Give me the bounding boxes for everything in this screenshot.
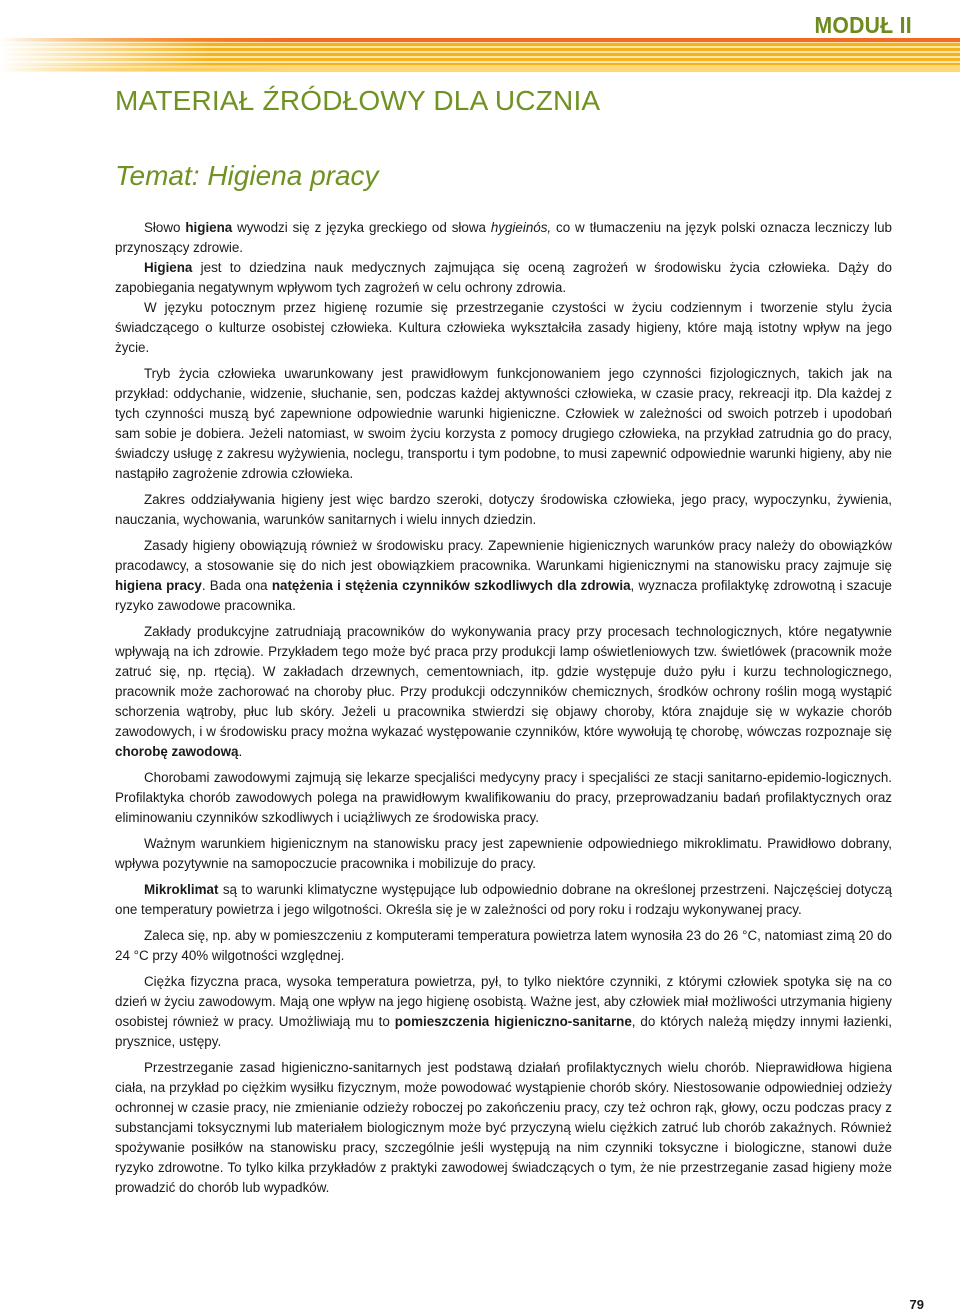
text-run: . Bada ona bbox=[201, 578, 272, 593]
text-run: jest to dziedzina nauk medycznych zajmująca się oceną zagrożeń w środowisku życia człowieka. Dąży do zapobiegania negatywnym wpływom tych zagrożeń w celu ochrony zdrowia. bbox=[115, 260, 892, 295]
text-run: Słowo bbox=[144, 220, 186, 235]
text-run: Chorobami zawodowymi zajmują się lekarze specjaliści medycyny pracy i specjaliści ze stacji sanitarno-epidemio-logicznych. Profilaktyka chorób zawodowych polega na prawidłowym kwalifikowaniu do pracy, przeprowadzaniu badań profilaktycznych oraz eliminowaniu czynników szkodliwych i uciążliwych ze środowiska pracy. bbox=[115, 770, 892, 825]
paragraph bbox=[115, 536, 892, 616]
topic-title: Temat: Higiena pracy bbox=[115, 160, 379, 191]
text-run: Przestrzeganie zasad higieniczno-sanitarnych jest podstawą działań profilaktycznych wielu chorób. Nieprawidłowa higiena ciała, na przykład po ciężkim wysiłku fizycznym, może powodować wystąpienie chorób skóry. Niestosowanie odpowiedniej odzieży ochronnej w czasie pracy, nie zmienianie odzieży roboczej po zakończeniu pracy, czy też ochron rąk, głowy, oczu podczas pracy z substancjami toksycznymi lub materiałem biologicznym może być przyczyną wielu ciężkich zatruć lub chorób zakaźnych. Również spożywanie posiłków na stanowisku pracy, szczególnie jeśli występują na nim czynniki toksyczne i biologiczne, stanowi duże ryzyko zdrowotne. To tylko kilka przykładów z praktyki zawodowej świadczących o tym, że nie przestrzeganie zasad higieny może prowadzić do chorób lub wypadków. bbox=[115, 1060, 892, 1195]
text-run: Zakłady produkcyjne zatrudniają pracowników do wykonywania pracy przy procesach technologicznych, które negatywnie wpływają na ich zdrowie. Przykładem tego może być praca przy produkcji lamp oświetleniowych tzw. świetlówek (pracownik może zatruć się, np. rtęcią). W zakładach drzewnych, cementowniach, itp. gdzie występuje dużo pyłu i kurzu technologicznego, pracownik może zachorować na choroby płuc. Przy produkcji odczynników chemicznych, środków ochrony roślin mogą wystąpić schorzenia wątroby, płuc lub skóry. Jeżeli u pracownika stwierdzi się objawy choroby, która znajduje się w wykazie chorób zawodowych, i w środowisku pracy można wykazać występowanie czynników, które wywołują tę chorobę, wówczas rozpoznaje się bbox=[115, 624, 892, 739]
paragraph bbox=[115, 926, 892, 966]
bold-term: higiena bbox=[185, 220, 233, 235]
paragraph bbox=[115, 768, 892, 828]
page-title: MATERIAŁ ŹRÓDŁOWY DLA UCZNIA bbox=[115, 85, 601, 116]
paragraph bbox=[115, 218, 892, 258]
text-run: Zasady higieny obowiązują również w środowisku pracy. Zapewnienie higienicznych warunków pracy należy do obowiązków pracodawcy, a stosowanie się do nich jest obowiązkiem pracownika. Warunkami higienicznymi na stanowisku pracy zajmuje się bbox=[115, 538, 892, 573]
text-run: Zaleca się, np. aby w pomieszczeniu z komputerami temperatura powietrza latem wynosiła 23 do 26 °C, natomiast zimą 20 do 24 °C przy 40% wilgotności względnej. bbox=[115, 928, 892, 963]
bold-term: natężenia i stężenia czynników szkodliwych dla zdrowia bbox=[271, 578, 631, 593]
paragraph bbox=[115, 1058, 892, 1198]
text-run: co w tłumaczeniu na język polski oznacza leczniczy lub przynoszący zdrowie. bbox=[115, 220, 893, 255]
bold-term: chorobę zawodową bbox=[115, 744, 239, 759]
text-run: , do których należą między innymi łazienki, prysznice, ustępy. bbox=[115, 1014, 892, 1049]
paragraph bbox=[115, 490, 892, 530]
bold-term: pomieszczenia higieniczno-sanitarne bbox=[394, 1014, 632, 1029]
text-run: . bbox=[238, 744, 243, 759]
bold-term: higiena pracy bbox=[115, 578, 202, 593]
paragraph bbox=[115, 834, 892, 874]
text-run: są to warunki klimatyczne występujące lub odpowiednio dobrane na określonej przestrzeni. Najczęściej dotyczą one temperatury powietrza i jego wilgotności. Określa się je w zależności od pory roku i rodzaju wykonywanej pracy. bbox=[115, 882, 892, 917]
article-body bbox=[115, 218, 892, 1198]
text-run: Tryb życia człowieka uwarunkowany jest prawidłowym funkcjonowaniem jego czynności fizjologicznych, takich jak na przykład: oddychanie, widzenie, słuchanie, sen, podczas każdej aktywności człowieka, w czasie pracy, rekreacji itp. Dla każdej z tych czynności muszą być zapewnione odpowiednie warunki higieniczne. Człowiek w zależności od swoich potrzeb i upodobań sam sobie je dobiera. Jeżeli natomiast, w swoim życiu korzysta z pomocy drugiego człowieka, na przykład zatrudnia go do pracy, świadczy usługę z zakresu wyżywienia, noclegu, transportu i tym podobne, to musi zapewnić odpowiednie warunki higieny, aby nie nastąpiło zagrożenie zdrowia człowieka. bbox=[115, 366, 892, 481]
page-number: 79 bbox=[909, 1297, 924, 1312]
paragraph bbox=[115, 972, 892, 1052]
paragraph bbox=[115, 622, 892, 762]
paragraph bbox=[115, 880, 892, 920]
bold-term: Mikroklimat bbox=[144, 882, 219, 897]
header-stripe-band bbox=[0, 38, 960, 72]
text-run: Ważnym warunkiem higienicznym na stanowisku pracy jest zapewnienie odpowiedniego mikroklimatu. Prawidłowo dobrany, wpływa pozytywnie na samopoczucie pracownika i mobilizuje do pracy. bbox=[115, 836, 892, 871]
text-run: W języku potocznym przez higienę rozumie się przestrzeganie czystości w życiu codziennym i tworzenie stylu życia świadczącego o kulturze osobistej człowieka. Kultura człowieka wykształciła zasady higieny, które mają istotny wpływ na jego życie. bbox=[115, 300, 892, 355]
text-run: wywodzi się z języka greckiego od słowa bbox=[232, 220, 491, 235]
module-label: MODUŁ II bbox=[814, 12, 912, 38]
paragraph bbox=[115, 258, 892, 298]
italic-term: hygieinós, bbox=[490, 220, 552, 235]
text-run: Zakres oddziaływania higieny jest więc bardzo szeroki, dotyczy środowiska człowieka, jego pracy, wypoczynku, żywienia, nauczania, wychowania, warunków sanitarnych i wielu innych dziedzin. bbox=[115, 492, 892, 527]
text-run: , wyznacza profilaktykę zdrowotną i szacuje ryzyko zawodowe pracownika. bbox=[115, 578, 893, 613]
paragraph bbox=[115, 364, 892, 484]
bold-term: Higiena bbox=[144, 260, 193, 275]
text-run: Ciężka fizyczna praca, wysoka temperatura powietrza, pył, to tylko niektóre czynniki, z którymi człowiek spotyka się na co dzień w życiu zawodowym. Mają one wpływ na jego higienę osobistą. Ważne jest, aby człowiek miał możliwości utrzymania higieny osobistej również w pracy. Umożliwiają mu to bbox=[115, 974, 892, 1029]
paragraph bbox=[115, 298, 892, 358]
